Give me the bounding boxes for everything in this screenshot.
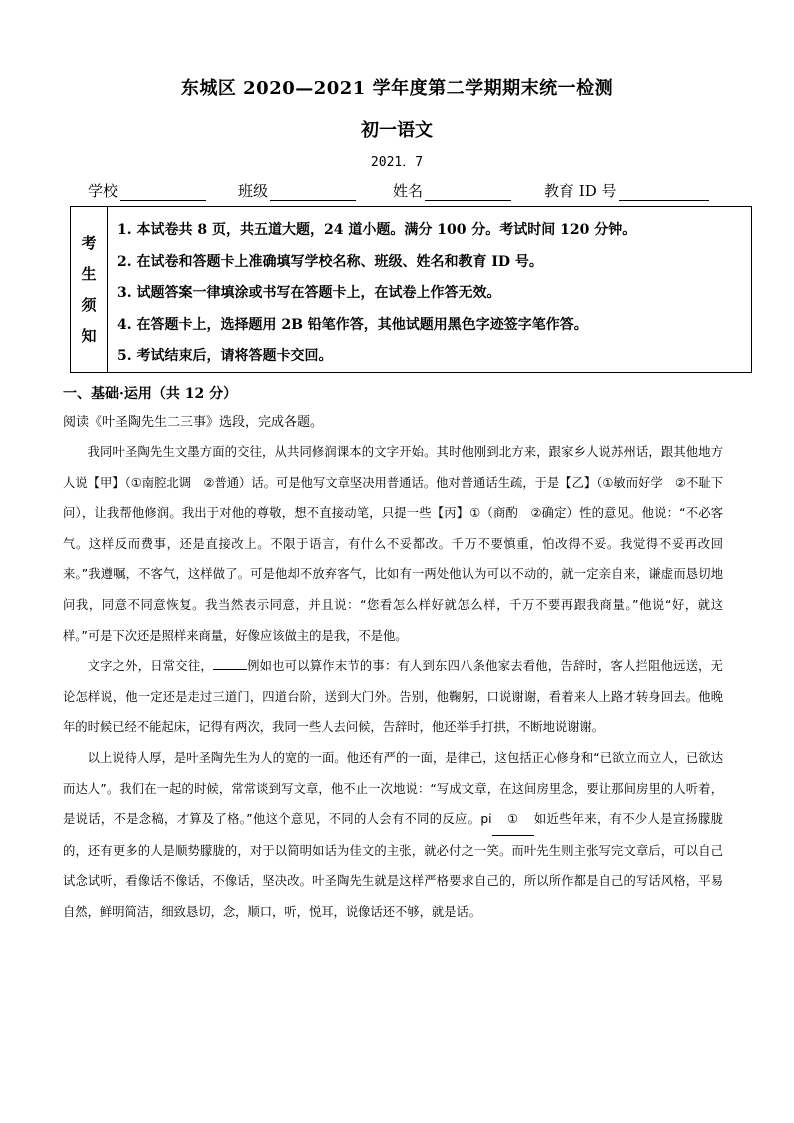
notice-list [117, 215, 636, 373]
exam-date: 2021．7 [370, 155, 424, 170]
notice-item: 4. 在答题卡上，选择题用 2B 铅笔作答，其他试题用黑色字迹签字笔作答。 [117, 316, 588, 333]
name-blank[interactable] [425, 184, 511, 201]
notice-item: 3. 试题答案一律填涂或书写在答题卡上，在试卷上作答无效。 [117, 285, 501, 301]
passage-paragraph-3 [63, 743, 723, 928]
class-field [238, 180, 356, 201]
passage-text: 如近些年来，有不少人是宣扬朦胧的，还有更多的人是顺势朦胧的，对于以简明如话为佳文的主张，就必付之一笑。而叶先生则主张写完文章后，可以自己试念试听，看像话不像话，不像话，坚决改。叶圣陶先生就是这样严格要求自己的，所以所作都是自己的写话风格，平易自然，鲜明简洁，细致恳切，念，顺口，听，悦耳，说像话还不够，就是话。 [63, 812, 723, 919]
school-blank[interactable] [120, 184, 206, 201]
name-label: 姓名 [393, 182, 424, 200]
fill-blank-1[interactable]: ① [492, 804, 534, 836]
notice-item: 5. 考试结束后，请将答题卡交回。 [117, 348, 333, 364]
class-blank[interactable] [270, 184, 356, 201]
section-heading: 一、基础·运用（共 12 分） [63, 386, 238, 402]
exam-title: 东城区 2020—2021 学年度第二学期期末统一检测 [180, 78, 614, 99]
passage-text: 文字之外，日常交往， [87, 659, 213, 674]
edu-id-label: 教育 ID 号 [544, 182, 617, 200]
notice-item: 2. 在试卷和答题卡上准确填写学校名称、班级、姓名和教育 ID 号。 [117, 253, 543, 270]
notice-label-char: 生 [81, 264, 97, 283]
notice-label-char: 须 [81, 295, 97, 314]
notice-item: 1. 本试卷共 8 页，共五道大题，24 道小题。满分 100 分。考试时间 120 分钟。 [117, 222, 637, 238]
pinyin-hint: pi [480, 812, 492, 827]
passage-text: 例如也可以算作末节的事：有人到东四八条他家去看他，告辞时，客人拦阻他远送，无论怎样说，他一定还是走过三道门，四道台阶，送到大门外。告别，他鞠躬，口说谢谢，看着来人上路才转身回去。他晚年的时候已经不能起床，记得有两次，我同一些人去问候，告辞时，他还举手打拱，不断地说谢谢。 [63, 659, 723, 735]
edu-id-blank[interactable] [619, 184, 709, 201]
notice-label-char: 知 [81, 326, 97, 345]
fill-blank[interactable] [213, 656, 247, 670]
school-label: 学校 [88, 182, 119, 200]
passage-text: 以上说待人厚，是叶圣陶先生为人的宽的一面。他还有严的一面，是律己，这包括正心修身和“已欲立而立人，已欲达而达人”。我们在一起的时候，常常谈到写文章，他不止一次地说：“写成文章，在这间房里念，要让那间房里的人听着，是说话，不是念稿，才算及了格。”他这个意见，不同的人会有不同的反应。 [63, 750, 723, 827]
exam-subject: 初一语文 [361, 120, 433, 141]
reading-instruction: 阅读《叶圣陶先生二三事》选段，完成各题。 [63, 415, 324, 430]
student-info-row [88, 180, 728, 202]
exam-notice-box [70, 206, 752, 373]
school-field [88, 180, 206, 201]
notice-label [71, 207, 108, 372]
reading-passage [63, 437, 723, 928]
name-field [393, 180, 511, 201]
class-label: 班级 [238, 182, 269, 200]
notice-label-char: 考 [81, 233, 97, 252]
edu-id-field [544, 180, 709, 201]
passage-paragraph-2 [63, 651, 723, 743]
passage-paragraph-1: 我同叶圣陶先生文墨方面的交往，从共同修润课本的文字开始。其时他刚到北方来，跟家乡人说苏州话，跟其他地方人说【甲】（①南腔北调 ②普通）话。可是他写文章坚决用普通话。他对普通话生疏，于是【乙】（①敏而好学 ②不耻下问），让我帮他修润。我出于对他的尊敬，想不直接动笔，只提一些【丙】①（商酌 ②确定）性的意见。他说：“不必客气。这样反而费事，还是直接改上。不限于语言，有什么不妥都改。千万不要慎重，怕改得不妥。我觉得不妥再改回来。”我遵嘱，不客气，这样做了。可是他却不放弃客气，比如有一两处他认为可以不动的，就一定亲自来，谦虚而恳切地问我，同意不同意恢复。我当然表示同意，并且说：“您看怎么样好就怎么样，千万不要再跟我商量。”他说“好，就这样。”可是下次还是照样来商量，好像应该做主的是我，不是他。 [63, 445, 723, 643]
